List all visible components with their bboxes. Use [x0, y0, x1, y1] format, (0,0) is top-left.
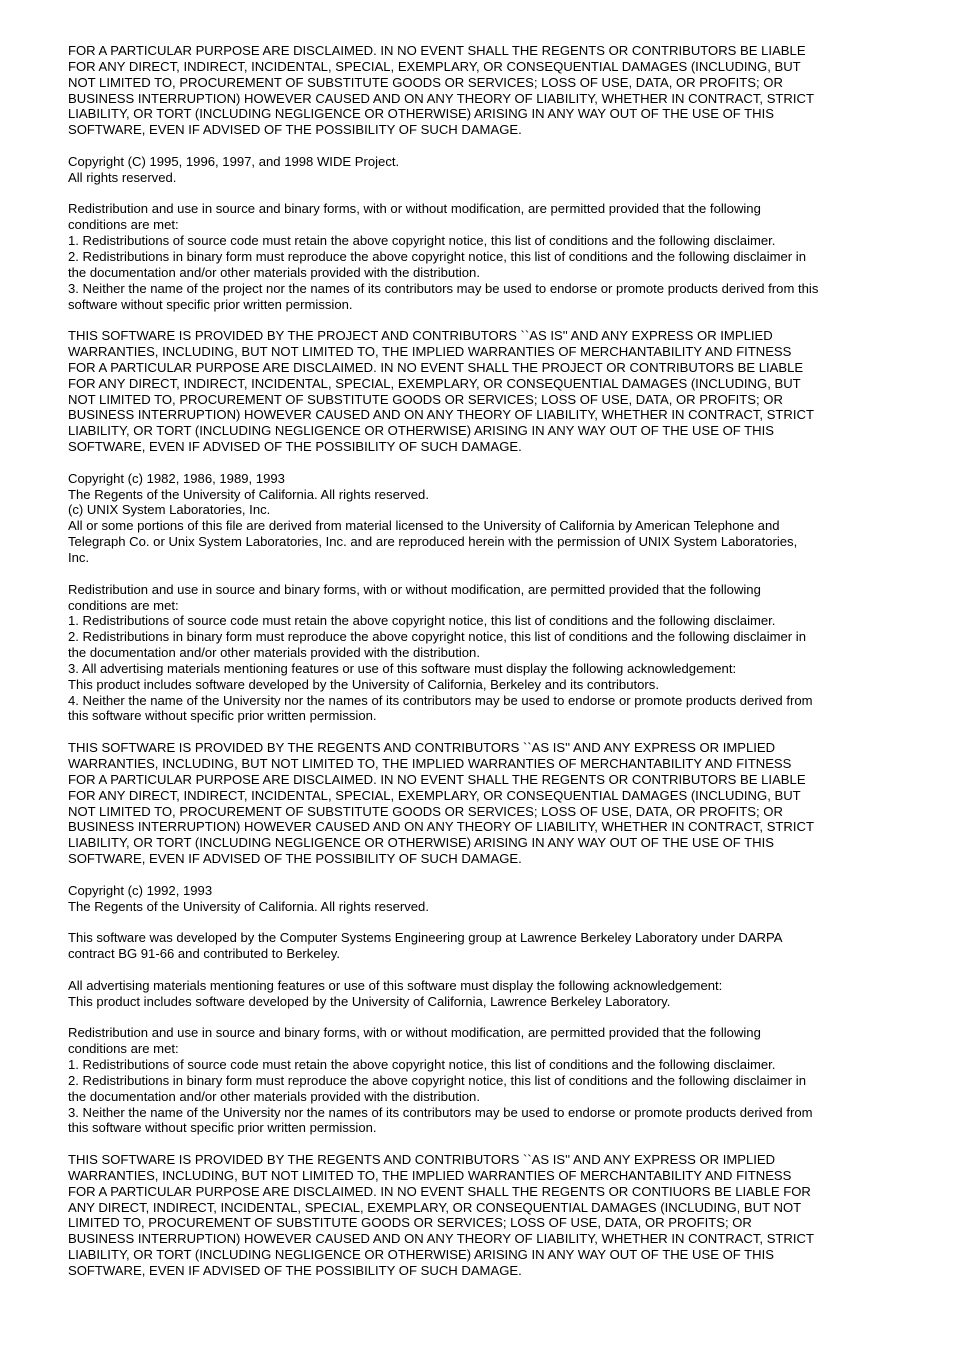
license-paragraph — [68, 471, 888, 566]
license-paragraph — [68, 978, 888, 1010]
license-paragraph — [68, 1152, 888, 1279]
license-paragraph — [68, 154, 888, 186]
text-line: contract BG 91-66 and contributed to Berkeley. — [68, 946, 340, 962]
text-line: the documentation and/or other materials provided with the distribution. — [68, 1088, 480, 1104]
text-line: THIS SOFTWARE IS PROVIDED BY THE REGENTS AND CONTRIBUTORS ``AS IS'' AND ANY EXPRESS OR IMPLIED — [68, 1152, 776, 1168]
text-line: NOT LIMITED TO, PROCUREMENT OF SUBSTITUTE GOODS OR SERVICES; LOSS OF USE, DATA, OR PROFITS; OR — [68, 74, 783, 90]
text-line: FOR ANY DIRECT, INDIRECT, INCIDENTAL, SPECIAL, EXEMPLARY, OR CONSEQUENTIAL DAMAGES (INCLUDING, BUT — [68, 787, 801, 803]
license-paragraph — [68, 930, 888, 962]
text-line: NOT LIMITED TO, PROCUREMENT OF SUBSTITUTE GOODS OR SERVICES; LOSS OF USE, DATA, OR PROFITS; OR — [68, 803, 783, 819]
license-paragraph — [68, 43, 888, 138]
text-line: SOFTWARE, EVEN IF ADVISED OF THE POSSIBILITY OF SUCH DAMAGE. — [68, 851, 522, 867]
text-line: THIS SOFTWARE IS PROVIDED BY THE PROJECT AND CONTRIBUTORS ``AS IS'' AND ANY EXPRESS OR IMPLIED — [68, 328, 773, 344]
text-line: SOFTWARE, EVEN IF ADVISED OF THE POSSIBILITY OF SUCH DAMAGE. — [68, 122, 522, 138]
text-line: FOR A PARTICULAR PURPOSE ARE DISCLAIMED. IN NO EVENT SHALL THE REGENTS OR CONTRIBUTORS BE LIABLE — [68, 43, 806, 58]
text-line: LIMITED TO, PROCUREMENT OF SUBSTITUTE GOODS OR SERVICES; LOSS OF USE, DATA, OR PROFITS; OR — [68, 1215, 752, 1231]
text-line: All or some portions of this file are derived from material licensed to the University of California by American Telephone and — [68, 518, 780, 534]
text-line: Telegraph Co. or Unix System Laboratories, Inc. and are reproduced herein with the permission of UNIX System Laboratories, — [68, 534, 798, 550]
text-line: conditions are met: — [68, 217, 179, 233]
license-paragraph — [68, 1025, 888, 1136]
text-line: 1. Redistributions of source code must retain the above copyright notice, this list of conditions and the following disclaimer. — [68, 1057, 776, 1072]
text-line: LIABILITY, OR TORT (INCLUDING NEGLIGENCE OR OTHERWISE) ARISING IN ANY WAY OUT OF THE USE OF THIS — [68, 423, 774, 439]
text-line: this software without specific prior written permission. — [68, 708, 377, 724]
text-line: This product includes software developed by the University of California, Lawrence Berkeley Laboratory. — [68, 993, 671, 1009]
text-line: 2. Redistributions in binary form must reproduce the above copyright notice, this list of conditions and the following disclaimer in — [68, 629, 806, 645]
text-line: This software was developed by the Computer Systems Engineering group at Lawrence Berkeley Laboratory under DARPA — [68, 930, 783, 946]
text-line: BUSINESS INTERRUPTION) HOWEVER CAUSED AND ON ANY THEORY OF LIABILITY, WHETHER IN CONTRACT, STRICT — [68, 1231, 814, 1247]
text-line: LIABILITY, OR TORT (INCLUDING NEGLIGENCE OR OTHERWISE) ARISING IN ANY WAY OUT OF THE USE OF THIS — [68, 835, 774, 851]
text-line: 3. Neither the name of the project nor the names of its contributors may be used to endorse or promote products derived from this — [68, 280, 819, 296]
license-paragraph — [68, 328, 888, 455]
text-line: software without specific prior written permission. — [68, 296, 353, 312]
text-line: NOT LIMITED TO, PROCUREMENT OF SUBSTITUTE GOODS OR SERVICES; LOSS OF USE, DATA, OR PROFITS; OR — [68, 391, 783, 407]
text-line: this software without specific prior written permission. — [68, 1120, 377, 1136]
text-line: All rights reserved. — [68, 169, 177, 185]
text-line: This product includes software developed by the University of California, Berkeley and its contributors. — [68, 676, 659, 692]
text-line: Redistribution and use in source and binary forms, with or without modification, are permitted provided that the following — [68, 581, 761, 597]
text-line: LIABILITY, OR TORT (INCLUDING NEGLIGENCE OR OTHERWISE) ARISING IN ANY WAY OUT OF THE USE OF THIS — [68, 1247, 774, 1263]
text-line: The Regents of the University of California. All rights reserved. — [68, 898, 429, 914]
text-line: All advertising materials mentioning features or use of this software must display the following acknowledgement: — [68, 977, 723, 993]
text-line: SOFTWARE, EVEN IF ADVISED OF THE POSSIBILITY OF SUCH DAMAGE. — [68, 439, 522, 455]
license-paragraph — [68, 740, 888, 867]
text-line: Inc. — [68, 550, 90, 565]
text-line: THIS SOFTWARE IS PROVIDED BY THE REGENTS AND CONTRIBUTORS ``AS IS'' AND ANY EXPRESS OR IMPLIED — [68, 740, 776, 756]
text-line: (c) UNIX System Laboratories, Inc. — [68, 502, 271, 518]
text-line: conditions are met: — [68, 1041, 179, 1057]
text-line: BUSINESS INTERRUPTION) HOWEVER CAUSED AND ON ANY THEORY OF LIABILITY, WHETHER IN CONTRACT, STRICT — [68, 407, 814, 423]
text-line: BUSINESS INTERRUPTION) HOWEVER CAUSED AND ON ANY THEORY OF LIABILITY, WHETHER IN CONTRACT, STRICT — [68, 819, 814, 835]
text-line: 4. Neither the name of the University nor the names of its contributors may be used to endorse or promote products derived from — [68, 692, 813, 708]
text-line: FOR A PARTICULAR PURPOSE ARE DISCLAIMED. IN NO EVENT SHALL THE PROJECT OR CONTRIBUTORS BE LIABLE — [68, 359, 804, 375]
text-line: 2. Redistributions in binary form must reproduce the above copyright notice, this list of conditions and the following disclaimer in — [68, 248, 806, 264]
license-paragraph — [68, 883, 888, 915]
license-paragraph — [68, 582, 888, 725]
text-line: 3. Neither the name of the University nor the names of its contributors may be used to endorse or promote products derived from — [68, 1104, 813, 1120]
license-document — [68, 43, 888, 1295]
text-line: FOR A PARTICULAR PURPOSE ARE DISCLAIMED. IN NO EVENT SHALL THE REGENTS OR CONTRIBUTORS BE LIABLE — [68, 771, 806, 787]
text-line: The Regents of the University of California. All rights reserved. — [68, 486, 429, 502]
text-line: Copyright (c) 1992, 1993 — [68, 882, 213, 898]
text-line: WARRANTIES, INCLUDING, BUT NOT LIMITED TO, THE IMPLIED WARRANTIES OF MERCHANTABILITY AND FITNESS — [68, 755, 792, 771]
text-line: 1. Redistributions of source code must retain the above copyright notice, this list of conditions and the following disclaimer. — [68, 613, 776, 629]
text-line: BUSINESS INTERRUPTION) HOWEVER CAUSED AND ON ANY THEORY OF LIABILITY, WHETHER IN CONTRACT, STRICT — [68, 90, 814, 106]
text-line: FOR ANY DIRECT, INDIRECT, INCIDENTAL, SPECIAL, EXEMPLARY, OR CONSEQUENTIAL DAMAGES (INCLUDING, BUT — [68, 58, 801, 74]
text-line: 2. Redistributions in binary form must reproduce the above copyright notice, this list of conditions and the following disclaimer in — [68, 1072, 806, 1088]
text-line: the documentation and/or other materials provided with the distribution. — [68, 264, 480, 280]
text-line: WARRANTIES, INCLUDING, BUT NOT LIMITED TO, THE IMPLIED WARRANTIES OF MERCHANTABILITY AND FITNESS — [68, 1167, 792, 1183]
text-line: WARRANTIES, INCLUDING, BUT NOT LIMITED TO, THE IMPLIED WARRANTIES OF MERCHANTABILITY AND FITNESS — [68, 344, 792, 360]
text-line: Copyright (c) 1982, 1986, 1989, 1993 — [68, 470, 285, 486]
text-line: SOFTWARE, EVEN IF ADVISED OF THE POSSIBILITY OF SUCH DAMAGE. — [68, 1262, 522, 1278]
text-line: the documentation and/or other materials provided with the distribution. — [68, 645, 480, 661]
license-paragraph — [68, 201, 888, 312]
text-line: Redistribution and use in source and binary forms, with or without modification, are permitted provided that the following — [68, 1025, 761, 1041]
text-line: FOR ANY DIRECT, INDIRECT, INCIDENTAL, SPECIAL, EXEMPLARY, OR CONSEQUENTIAL DAMAGES (INCLUDING, BUT — [68, 375, 801, 391]
text-line: Copyright (C) 1995, 1996, 1997, and 1998 WIDE Project. — [68, 153, 400, 169]
text-line: 1. Redistributions of source code must retain the above copyright notice, this list of conditions and the following disclaimer. — [68, 233, 776, 249]
text-line: LIABILITY, OR TORT (INCLUDING NEGLIGENCE OR OTHERWISE) ARISING IN ANY WAY OUT OF THE USE OF THIS — [68, 106, 774, 122]
text-line: 3. All advertising materials mentioning features or use of this software must display the following acknowledgement: — [68, 660, 737, 676]
text-line: FOR A PARTICULAR PURPOSE ARE DISCLAIMED. IN NO EVENT SHALL THE REGENTS OR CONTIUORS BE LIABLE FOR — [68, 1183, 811, 1199]
text-line: ANY DIRECT, INDIRECT, INCIDENTAL, SPECIAL, EXEMPLARY, OR CONSEQUENTIAL DAMAGES (INCLUDING, BUT NOT — [68, 1199, 802, 1215]
text-line: Redistribution and use in source and binary forms, with or without modification, are permitted provided that the following — [68, 201, 761, 217]
text-line: conditions are met: — [68, 597, 179, 613]
